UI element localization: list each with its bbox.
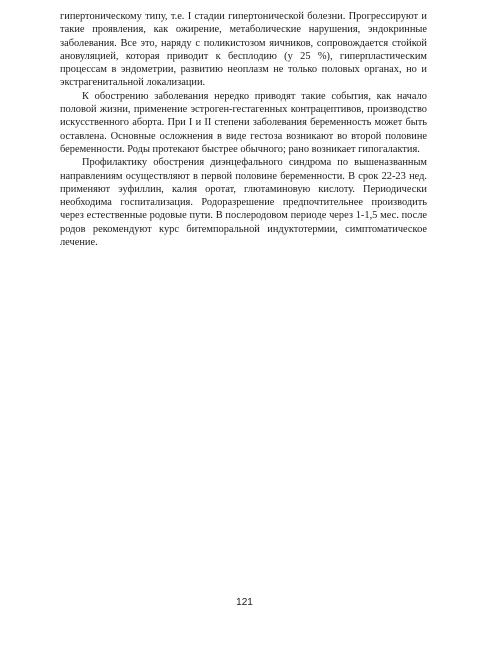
paragraph-exacerbation: К обострению заболевания нередко приводят такие события, как начало половой жизни, применение эстроген-гестагенных контрацептивов, производство искусственного аборта. При I и II степени заболевания беременность может быть оставлена. Основные осложнения в виде гестоза возникают во второй половине беременности. Роды протекают быстрее обычного; рано возникает гипогалактия. — [60, 90, 427, 155]
body-text — [60, 10, 427, 249]
paragraph-continuation: гипертоническому типу, т.е. I стадии гипертонической болезни. Прогрессируют и такие проявления, как ожирение, метаболические нарушения, эндокринные заболевания. Все это, наряду с поликистозом яичников, сопровождается стойкой ановуляцией, которая приводит к бесплодию (у 25 %), гиперпластическим процессам в эндометрии, развитию неоплазм не только половых органах, но и экстрагенитальной локализации. — [60, 11, 427, 89]
paragraph-prevention: Профилактику обострения диэнцефального синдрома по вышеназванным направлениям осуществляют в первой половине беременности. В срок 22-23 нед. применяют эуфиллин, калия оротат, глютаминовую кислоту. Периодически необходима госпитализация. Родоразрешение предпочтительнее производить через естественные родовые пути. В послеродовом периоде через 1-1,5 мес. после родов рекомендуют курс битемпоральной индуктотермии, симптоматическое лечение. — [60, 157, 427, 249]
page-number: 121 — [236, 597, 253, 608]
